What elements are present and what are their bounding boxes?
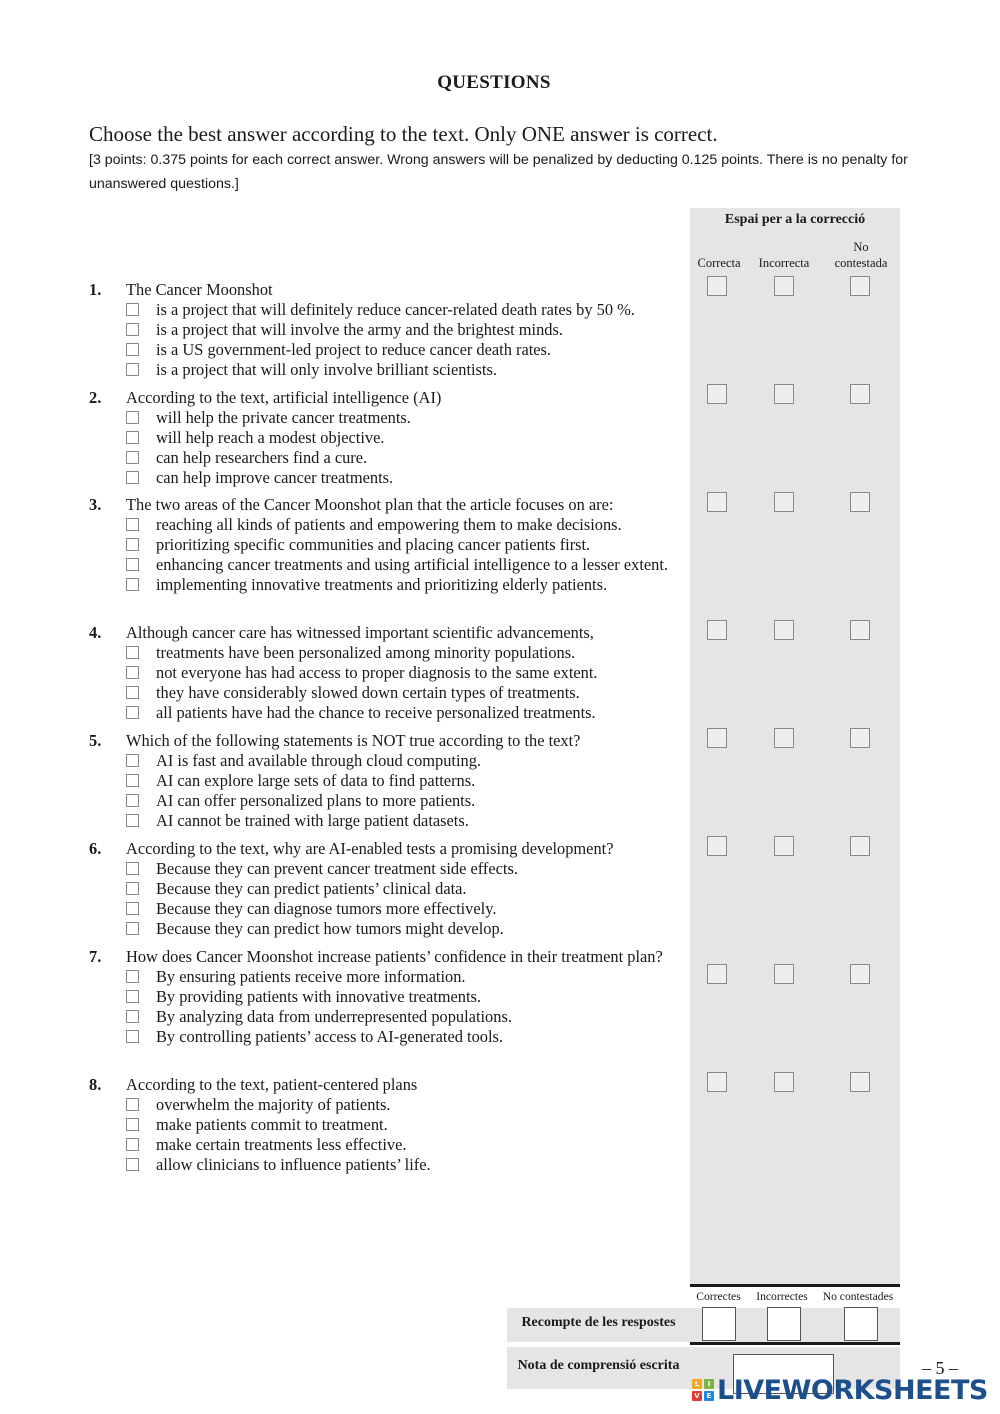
question-number: 1.	[89, 280, 102, 299]
question-1	[89, 280, 694, 380]
mark-correct-box[interactable]	[707, 1072, 727, 1092]
answer-text: enhancing cancer treatments and using artificial intelligence to a lesser extent.	[156, 555, 668, 574]
answer-checkbox[interactable]	[126, 578, 139, 591]
answer-checkbox[interactable]	[126, 451, 139, 464]
answer-text: allow clinicians to influence patients’ life.	[156, 1155, 431, 1174]
answer-option[interactable]	[126, 899, 694, 919]
question-stem	[89, 1075, 694, 1095]
mark-incorrect-box[interactable]	[774, 1072, 794, 1092]
answer-text: prioritizing specific communities and placing cancer patients first.	[156, 535, 591, 554]
answer-option[interactable]	[126, 535, 694, 555]
mark-unanswered-box[interactable]	[850, 728, 870, 748]
answer-text: will help the private cancer treatments.	[156, 408, 411, 427]
question-number: 6.	[89, 839, 102, 858]
answer-checkbox[interactable]	[126, 1138, 139, 1151]
answer-option[interactable]	[126, 643, 694, 663]
mark-correct-box[interactable]	[707, 276, 727, 296]
count-unanswered-box[interactable]	[844, 1307, 878, 1341]
answer-text: AI can offer personalized plans to more patients.	[156, 791, 476, 810]
answer-checkbox[interactable]	[126, 774, 139, 787]
summary-label-incorrect: Incorrectes	[756, 1290, 808, 1303]
answer-checkbox[interactable]	[126, 1158, 139, 1171]
mark-unanswered-box[interactable]	[850, 276, 870, 296]
answer-option[interactable]	[126, 967, 694, 987]
answer-option[interactable]	[126, 987, 694, 1007]
answer-option[interactable]	[126, 300, 694, 320]
answer-option[interactable]	[126, 575, 694, 595]
logo-cell: I	[704, 1379, 714, 1389]
answer-checkbox[interactable]	[126, 686, 139, 699]
col-label-correct: Correcta	[697, 256, 741, 270]
answer-checkbox[interactable]	[126, 1010, 139, 1023]
answer-text: make certain treatments less effective.	[156, 1135, 407, 1154]
logo-text: LIVEWORKSHEETS	[717, 1374, 988, 1406]
scoring-note: [3 points: 0.375 points for each correct answer. Wrong answers will be penalized by deducting 0.125 points. There is no penalty for unanswered questions.]	[89, 152, 908, 192]
answer-checkbox[interactable]	[126, 882, 139, 895]
question-number: 3.	[89, 495, 102, 514]
answer-checkbox[interactable]	[126, 303, 139, 316]
question-text: Although cancer care has witnessed important scientific advancements,	[126, 623, 594, 642]
answer-option[interactable]	[126, 1027, 694, 1047]
correction-title: Espai per a la correcció	[724, 212, 866, 227]
question-text: According to the text, why are AI-enabled tests a promising development?	[126, 839, 614, 858]
mark-unanswered-box[interactable]	[850, 1072, 870, 1092]
mark-correct-box[interactable]	[707, 492, 727, 512]
question-number: 7.	[89, 947, 102, 966]
question-number: 8.	[89, 1075, 102, 1094]
mark-unanswered-box[interactable]	[850, 620, 870, 640]
answer-option[interactable]	[126, 919, 694, 939]
answer-option[interactable]	[126, 1095, 694, 1115]
question-stem	[89, 839, 694, 859]
answer-checkbox[interactable]	[126, 558, 139, 571]
answer-option[interactable]	[126, 703, 694, 723]
question-stem	[89, 388, 694, 408]
answer-text: AI is fast and available through cloud computing.	[156, 751, 482, 770]
question-text: According to the text, artificial intelligence (AI)	[126, 388, 442, 407]
answer-checkbox[interactable]	[126, 646, 139, 659]
question-number: 2.	[89, 388, 102, 407]
mark-unanswered-box[interactable]	[850, 384, 870, 404]
answer-checkbox[interactable]	[126, 814, 139, 827]
question-5	[89, 731, 694, 831]
answer-option[interactable]	[126, 340, 694, 360]
answer-checkbox[interactable]	[126, 538, 139, 551]
answer-option[interactable]	[126, 1007, 694, 1027]
answer-text: all patients have had the chance to receive personalized treatments.	[156, 703, 596, 722]
answer-text: Because they can prevent cancer treatment side effects.	[156, 859, 518, 878]
answer-text: By controlling patients’ access to AI-generated tools.	[156, 1027, 503, 1046]
answer-checkbox[interactable]	[126, 1118, 139, 1131]
logo-cell: V	[692, 1391, 702, 1401]
answer-text: Because they can predict patients’ clinical data.	[156, 879, 467, 898]
answer-option[interactable]	[126, 428, 694, 448]
answer-checkbox[interactable]	[126, 706, 139, 719]
mark-correct-box[interactable]	[707, 836, 727, 856]
liveworksheets-logo[interactable]	[692, 1374, 988, 1406]
answer-option[interactable]	[126, 468, 694, 488]
question-8	[89, 1075, 694, 1175]
answer-option[interactable]	[126, 360, 694, 380]
answer-text: is a US government-led project to reduce cancer death rates.	[156, 340, 552, 359]
question-stem	[89, 623, 694, 643]
question-4	[89, 623, 694, 723]
mark-incorrect-box[interactable]	[774, 276, 794, 296]
answer-text: overwhelm the majority of patients.	[156, 1095, 391, 1114]
count-incorrect-box[interactable]	[767, 1307, 801, 1341]
answer-checkbox[interactable]	[126, 471, 139, 484]
answer-checkbox[interactable]	[126, 363, 139, 376]
answer-text: make patients commit to treatment.	[156, 1115, 388, 1134]
mark-incorrect-box[interactable]	[774, 728, 794, 748]
answer-checkbox[interactable]	[126, 431, 139, 444]
answer-text: is a project that will only involve brilliant scientists.	[156, 360, 497, 379]
col-label-unanswered: No contestada	[834, 240, 888, 270]
answer-text: implementing innovative treatments and prioritizing elderly patients.	[156, 575, 608, 594]
answer-checkbox[interactable]	[126, 754, 139, 767]
question-3	[89, 495, 694, 595]
answer-checkbox[interactable]	[126, 970, 139, 983]
answer-text: By providing patients with innovative treatments.	[156, 987, 482, 1006]
summary-top-rule	[690, 1284, 900, 1287]
answer-option[interactable]	[126, 1115, 694, 1135]
question-stem	[89, 495, 694, 515]
answer-text: is a project that will involve the army and the brightest minds.	[156, 320, 563, 339]
mark-incorrect-box[interactable]	[774, 836, 794, 856]
answer-option[interactable]	[126, 751, 694, 771]
page-title: QUESTIONS	[437, 72, 551, 93]
answer-text: Because they can predict how tumors might develop.	[156, 919, 504, 938]
answer-option[interactable]	[126, 663, 694, 683]
question-2	[89, 388, 694, 488]
answer-checkbox[interactable]	[126, 902, 139, 915]
summary-label-unanswered: No contestades	[822, 1290, 894, 1303]
summary-label-correct: Correctes	[696, 1290, 741, 1303]
answer-text: treatments have been personalized among minority populations.	[156, 643, 576, 662]
question-stem	[89, 731, 694, 751]
answer-checkbox[interactable]	[126, 1098, 139, 1111]
instruction-text: Choose the best answer according to the text. Only ONE answer is correct.	[89, 122, 718, 146]
question-text: According to the text, patient-centered plans	[126, 1075, 418, 1094]
answer-option[interactable]	[126, 859, 694, 879]
answer-option[interactable]	[126, 320, 694, 340]
answer-text: they have considerably slowed down certain types of treatments.	[156, 683, 580, 702]
grade-label: Nota de comprensió escrita	[517, 1358, 680, 1373]
answer-option[interactable]	[126, 879, 694, 899]
answer-text: can help researchers find a cure.	[156, 448, 368, 467]
answer-text: AI cannot be trained with large patient datasets.	[156, 811, 469, 830]
question-text: Which of the following statements is NOT true according to the text?	[126, 731, 581, 750]
answer-option[interactable]	[126, 683, 694, 703]
answer-text: By ensuring patients receive more information.	[156, 967, 466, 986]
count-label: Recompte de les respostes	[521, 1315, 676, 1330]
logo-cell: L	[692, 1379, 702, 1389]
answer-text: will help reach a modest objective.	[156, 428, 385, 447]
question-number: 4.	[89, 623, 102, 642]
mark-unanswered-box[interactable]	[850, 964, 870, 984]
answer-checkbox[interactable]	[126, 411, 139, 424]
mark-unanswered-box[interactable]	[850, 836, 870, 856]
question-text: How does Cancer Moonshot increase patients’ confidence in their treatment plan?	[126, 947, 663, 966]
answer-checkbox[interactable]	[126, 518, 139, 531]
answer-option[interactable]	[126, 1155, 694, 1175]
count-correct-box[interactable]	[702, 1307, 736, 1341]
mark-incorrect-box[interactable]	[774, 384, 794, 404]
mark-incorrect-box[interactable]	[774, 492, 794, 512]
question-stem	[89, 280, 694, 300]
answer-checkbox[interactable]	[126, 922, 139, 935]
answer-checkbox[interactable]	[126, 990, 139, 1003]
question-stem	[89, 947, 694, 967]
answer-checkbox[interactable]	[126, 1030, 139, 1043]
page-number: – 5 –	[922, 1358, 958, 1378]
logo-grid-icon	[692, 1379, 714, 1401]
col-label-incorrect: Incorrecta	[758, 256, 810, 270]
answer-option[interactable]	[126, 771, 694, 791]
answer-text: Because they can diagnose tumors more effectively.	[156, 899, 497, 918]
question-text: The Cancer Moonshot	[126, 280, 273, 299]
answer-option[interactable]	[126, 448, 694, 468]
answer-text: is a project that will definitely reduce cancer-related death rates by 50 %.	[156, 300, 635, 319]
answer-checkbox[interactable]	[126, 862, 139, 875]
answer-option[interactable]	[126, 555, 694, 575]
question-6	[89, 839, 694, 939]
answer-text: reaching all kinds of patients and empowering them to make decisions.	[156, 515, 622, 534]
mark-correct-box[interactable]	[707, 728, 727, 748]
answer-option[interactable]	[126, 811, 694, 831]
question-number: 5.	[89, 731, 102, 750]
mark-correct-box[interactable]	[707, 964, 727, 984]
logo-cell: E	[704, 1391, 714, 1401]
mark-incorrect-box[interactable]	[774, 620, 794, 640]
answer-option[interactable]	[126, 791, 694, 811]
answer-text: AI can explore large sets of data to find patterns.	[156, 771, 476, 790]
answer-checkbox[interactable]	[126, 666, 139, 679]
answer-option[interactable]	[126, 515, 694, 535]
mark-correct-box[interactable]	[707, 384, 727, 404]
mark-correct-box[interactable]	[707, 620, 727, 640]
answer-checkbox[interactable]	[126, 343, 139, 356]
answer-option[interactable]	[126, 1135, 694, 1155]
answer-text: By analyzing data from underrepresented populations.	[156, 1007, 512, 1026]
mark-unanswered-box[interactable]	[850, 492, 870, 512]
answer-text: not everyone has had access to proper diagnosis to the same extent.	[156, 663, 598, 682]
mark-incorrect-box[interactable]	[774, 964, 794, 984]
answer-checkbox[interactable]	[126, 794, 139, 807]
answer-text: can help improve cancer treatments.	[156, 468, 394, 487]
question-7	[89, 947, 694, 1047]
summary-bottom-rule	[690, 1342, 900, 1345]
answer-option[interactable]	[126, 408, 694, 428]
question-text: The two areas of the Cancer Moonshot plan that the article focuses on are:	[126, 495, 614, 514]
answer-checkbox[interactable]	[126, 323, 139, 336]
